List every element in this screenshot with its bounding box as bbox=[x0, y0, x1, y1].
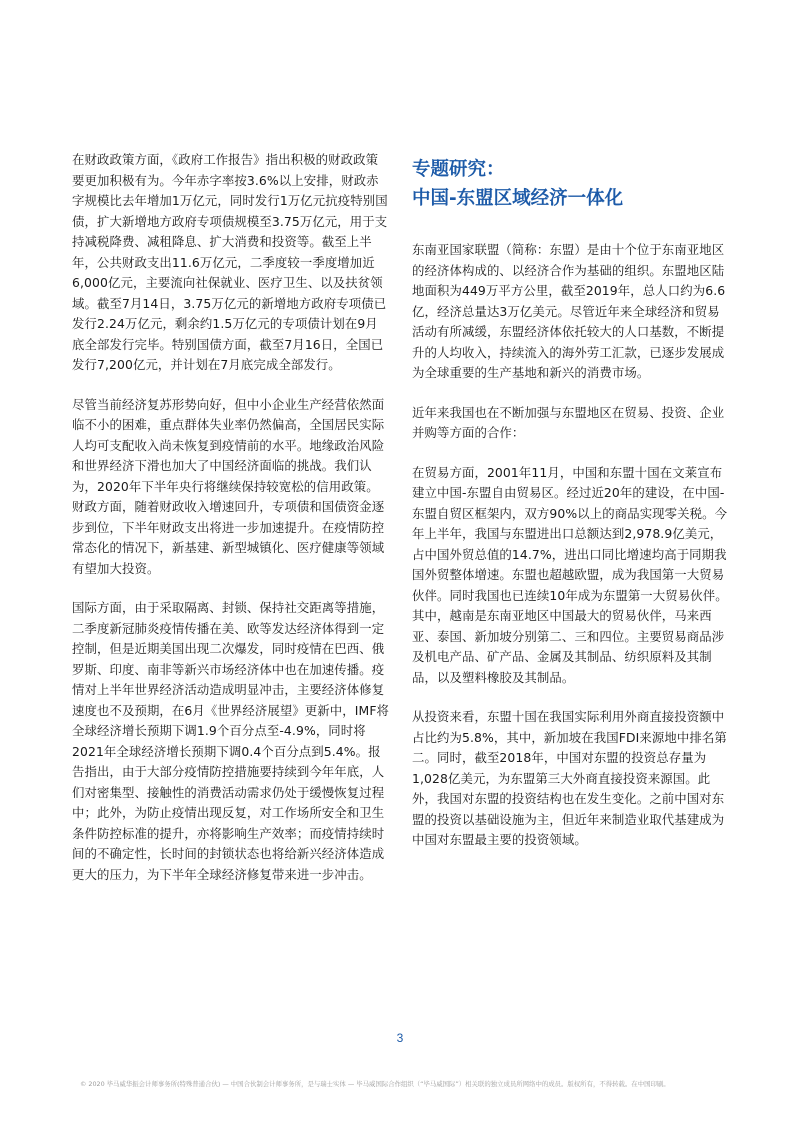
right-column bbox=[412, 155, 732, 870]
fiscal-policy-paragraph: 在财政政策方面，《政府工作报告》指出积极的财政政策要更加积极有为。今年赤字率按3.6%以上安排，财政赤字规模比去年增加1万亿元，同时发行1万亿元抗疫特别国债，扩大新增地方政府专项债规模至3.75万亿元，用于支持减税降费、减租降息、扩大消费和投资等。截至上半年，公共财政支出11.6万亿元，二季度较一季度增加近6,000亿元，主要流向社保就业、医疗卫生、以及扶贫领域。截至7月14日，3.75万亿元的新增地方政府专项债已发行2.24万亿元，剩余约1.5万亿元的专项债计划在9月底全部发行完毕。特别国债方面，截至7月16日，全国已发行7,200亿元，并计划在7月底完成全部发行。 bbox=[72, 152, 388, 372]
section-title-line2: 中国-东盟区域经济一体化 bbox=[412, 188, 624, 209]
footer-copyright: © 2020 毕马威华振会计师事务所(特殊普通合伙) — 中国合伙制会计师事务所，是与瑞士实体 — 毕马威国际合作组织（“毕马威国际”）相关联的独立成员所网络中的成员。版权所有，不得转载。在中国印刷。 bbox=[80, 1080, 670, 1088]
page-number: 3 bbox=[396, 1031, 404, 1045]
trade-paragraph: 在贸易方面，2001年11月，中国和东盟十国在文莱宣布建立中国-东盟自由贸易区。经过近20年的建设，在中国-东盟自贸区框架内，双方90%以上的商品实现零关税。今年上半年，我国与东盟进出口总额达到2,978.9亿美元，占中国外贸总值的14.7%，进出口同比增速均高于同期我国外贸整体增速。东盟也超越欧盟，成为我国第一大贸易伙伴。同时我国也已连续10年成为东盟第一大贸易伙伴。其中，越南是东南亚地区中国最大的贸易伙伴，马来西亚、泰国、新加坡分别第二、三和四位。主要贸易商品涉及机电产品、矿产品、金属及其制品、纺织原料及其制品，以及塑料橡胶及其制品。 bbox=[412, 464, 728, 685]
investment-paragraph: 从投资来看，东盟十国在我国实际利用外商直接投资额中占比约为5.8%，其中，新加坡在我国FDI来源地中排名第二。同时，截至2018年，中国对东盟的投资总存量为1,028亿美元，为东盟第三大外商直接投资来源国。此外，我国对东盟的投资结构也在发生变化。之前中国对东盟的投资以基础设施为主，但近年来制造业取代基建成为中国对东盟最主要的投资领域。 bbox=[412, 709, 727, 847]
asean-intro-paragraph: 东南亚国家联盟（简称：东盟）是由十个位于东南亚地区的经济体构成的、以经济合作为基础的组织。东盟地区陆地面积为449万平方公里，截至2019年，总人口约为6.6亿，经济总量达3万亿美元。尽管近年来全球经济和贸易活动有所减缓，东盟经济体依托较大的人口基数，不断提升的人均收入，持续流入的海外劳工汇款，已逐步发展成为全球重要的生产基地和新兴的消费市场。 bbox=[412, 242, 726, 380]
economic-outlook-paragraph: 尽管当前经济复苏形势向好，但中小企业生产经营依然面临不小的困难，重点群体失业率仍然偏高，全国居民实际人均可支配收入尚未恢复到疫情前的水平。地缘政治风险和世界经济下滑也加大了中国经济面临的挑战。我们认为，2020年下半年央行将继续保持较宽松的信用政策。财政方面，随着财政收入增速回升，专项债和国债资金逐步到位，下半年财政支出将进一步加速提升。在疫情防控常态化的情况下，新基建、新型城镇化、医疗健康等领域有望加大投资。 bbox=[72, 396, 385, 576]
section-title-line1: 专题研究： bbox=[412, 159, 505, 180]
international-paragraph: 国际方面，由于采取隔离、封锁、保持社交距离等措施，二季度新冠肺炎疫情传播在美、欧等发达经济体得到一定控制，但是近期美国出现二次爆发，同时疫情在巴西、俄罗斯、印度、南非等新兴市场经济体中也在加速传播。疫情对上半年世界经济活动造成明显冲击，主要经济体修复速度也不及预期，在6月《世界经济展望》更新中，IMF将全球经济增长预期下调1.9个百分点至-4.9%，同时将2021年全球经济增长预期下调0.4个百分点到5.4%。报告指出，由于大部分疫情防控措施要持续到今年年底，人们对密集型、接触性的消费活动需求仍处于缓慢恢复过程中；此外，为防止疫情出现反复，对工作场所安全和卫生条件防控标准的提升，亦将影响生产效率；而疫情持续时间的不确定性，长时间的封锁状态也将给新兴经济体造成更大的压力，为下半年全球经济修复带来进一步冲击。 bbox=[72, 600, 390, 882]
left-column bbox=[72, 150, 390, 904]
section-title bbox=[412, 155, 732, 213]
cooperation-paragraph: 近年来我国也在不断加强与东盟地区在贸易、投资、企业并购等方面的合作： bbox=[412, 404, 725, 440]
